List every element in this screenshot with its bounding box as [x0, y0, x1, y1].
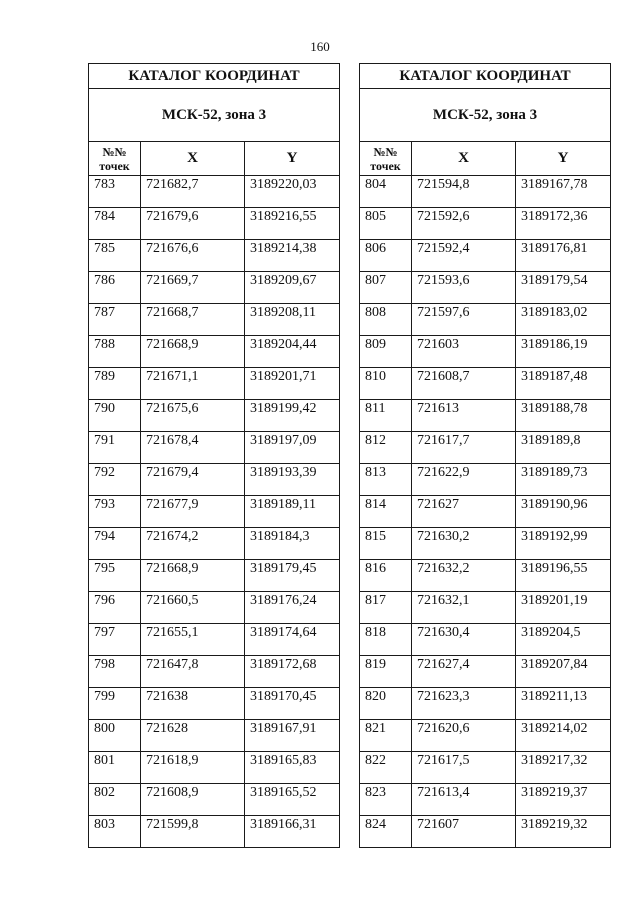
x-coordinate-cell: 721628	[141, 720, 245, 752]
point-number-cell: 792	[89, 464, 141, 496]
y-coordinate-cell: 3189214,02	[516, 720, 611, 752]
y-coordinate-cell: 3189190,96	[516, 496, 611, 528]
point-number-cell: 822	[360, 752, 412, 784]
y-coordinate-cell: 3189183,02	[516, 304, 611, 336]
x-coordinate-cell: 721630,4	[412, 624, 516, 656]
catalog-title: КАТАЛОГ КООРДИНАТ	[89, 64, 340, 89]
point-number-cell: 789	[89, 368, 141, 400]
coordinate-catalog-table-right	[359, 63, 611, 848]
table-row	[89, 240, 340, 272]
point-number-cell: 815	[360, 528, 412, 560]
x-coordinate-cell: 721655,1	[141, 624, 245, 656]
y-coordinate-cell: 3189211,13	[516, 688, 611, 720]
y-coordinate-cell: 3189176,24	[245, 592, 340, 624]
x-coordinate-cell: 721597,6	[412, 304, 516, 336]
y-coordinate-cell: 3189197,09	[245, 432, 340, 464]
x-coordinate-cell: 721632,2	[412, 560, 516, 592]
y-coordinate-cell: 3189166,31	[245, 816, 340, 848]
point-number-cell: 793	[89, 496, 141, 528]
x-coordinate-cell: 721627,4	[412, 656, 516, 688]
point-number-cell: 809	[360, 336, 412, 368]
x-coordinate-cell: 721668,7	[141, 304, 245, 336]
table-row	[89, 496, 340, 528]
point-number-cell: 812	[360, 432, 412, 464]
table-row	[360, 784, 611, 816]
table-row	[360, 240, 611, 272]
table-row	[360, 656, 611, 688]
table-row	[360, 528, 611, 560]
x-coordinate-cell: 721675,6	[141, 400, 245, 432]
point-number-header-line2: точек	[370, 159, 401, 173]
x-coordinate-cell: 721632,1	[412, 592, 516, 624]
y-coordinate-cell: 3189199,42	[245, 400, 340, 432]
y-coordinate-cell: 3189208,11	[245, 304, 340, 336]
y-coordinate-cell: 3189189,8	[516, 432, 611, 464]
table-row	[89, 656, 340, 688]
point-number-cell: 803	[89, 816, 141, 848]
point-number-cell: 786	[89, 272, 141, 304]
y-coordinate-cell: 3189179,45	[245, 560, 340, 592]
table-row	[89, 368, 340, 400]
x-column-header: X	[141, 142, 245, 176]
coordinate-rows	[360, 176, 611, 848]
point-number-cell: 807	[360, 272, 412, 304]
x-coordinate-cell: 721647,8	[141, 656, 245, 688]
x-coordinate-cell: 721674,2	[141, 528, 245, 560]
table-row	[360, 176, 611, 208]
point-number-cell: 820	[360, 688, 412, 720]
point-number-cell: 801	[89, 752, 141, 784]
x-coordinate-cell: 721679,6	[141, 208, 245, 240]
table-row	[360, 496, 611, 528]
table-row	[89, 816, 340, 848]
point-number-cell: 797	[89, 624, 141, 656]
table-row	[360, 752, 611, 784]
point-number-cell: 783	[89, 176, 141, 208]
x-coordinate-cell: 721603	[412, 336, 516, 368]
y-coordinate-cell: 3189220,03	[245, 176, 340, 208]
x-coordinate-cell: 721668,9	[141, 560, 245, 592]
y-coordinate-cell: 3189167,91	[245, 720, 340, 752]
catalog-title: КАТАЛОГ КООРДИНАТ	[360, 64, 611, 89]
y-coordinate-cell: 3189184,3	[245, 528, 340, 560]
x-coordinate-cell: 721618,9	[141, 752, 245, 784]
point-number-cell: 790	[89, 400, 141, 432]
x-coordinate-cell: 721594,8	[412, 176, 516, 208]
page-number: 160	[310, 39, 330, 54]
x-coordinate-cell: 721668,9	[141, 336, 245, 368]
x-coordinate-cell: 721593,6	[412, 272, 516, 304]
x-coordinate-cell: 721679,4	[141, 464, 245, 496]
y-coordinate-cell: 3189219,37	[516, 784, 611, 816]
point-number-header	[89, 142, 141, 176]
y-coordinate-cell: 3189214,38	[245, 240, 340, 272]
point-number-cell: 816	[360, 560, 412, 592]
point-number-cell: 805	[360, 208, 412, 240]
y-coordinate-cell: 3189179,54	[516, 272, 611, 304]
y-column-header: Y	[516, 142, 611, 176]
y-coordinate-cell: 3189192,99	[516, 528, 611, 560]
x-coordinate-cell: 721608,9	[141, 784, 245, 816]
x-coordinate-cell: 721613,4	[412, 784, 516, 816]
x-coordinate-cell: 721620,6	[412, 720, 516, 752]
y-coordinate-cell: 3189201,71	[245, 368, 340, 400]
point-number-cell: 824	[360, 816, 412, 848]
coordinate-system-subtitle: МСК-52, зона 3	[89, 89, 340, 142]
x-coordinate-cell: 721677,9	[141, 496, 245, 528]
point-number-header	[360, 142, 412, 176]
x-coordinate-cell: 721608,7	[412, 368, 516, 400]
y-coordinate-cell: 3189193,39	[245, 464, 340, 496]
point-number-cell: 787	[89, 304, 141, 336]
point-number-cell: 813	[360, 464, 412, 496]
point-number-cell: 796	[89, 592, 141, 624]
table-row	[360, 304, 611, 336]
y-column-header: Y	[245, 142, 340, 176]
x-coordinate-cell: 721592,6	[412, 208, 516, 240]
table-row	[360, 720, 611, 752]
table-row	[360, 336, 611, 368]
point-number-cell: 785	[89, 240, 141, 272]
x-coordinate-cell: 721678,4	[141, 432, 245, 464]
x-coordinate-cell: 721613	[412, 400, 516, 432]
y-coordinate-cell: 3189201,19	[516, 592, 611, 624]
x-coordinate-cell: 721592,4	[412, 240, 516, 272]
x-coordinate-cell: 721671,1	[141, 368, 245, 400]
x-coordinate-cell: 721599,8	[141, 816, 245, 848]
x-coordinate-cell: 721623,3	[412, 688, 516, 720]
y-coordinate-cell: 3189186,19	[516, 336, 611, 368]
y-coordinate-cell: 3189216,55	[245, 208, 340, 240]
table-row	[360, 560, 611, 592]
point-number-cell: 814	[360, 496, 412, 528]
table-row	[89, 304, 340, 336]
table-row	[360, 400, 611, 432]
y-coordinate-cell: 3189189,11	[245, 496, 340, 528]
table-row	[89, 752, 340, 784]
point-number-cell: 798	[89, 656, 141, 688]
table-row	[360, 432, 611, 464]
y-coordinate-cell: 3189165,52	[245, 784, 340, 816]
table-row	[89, 528, 340, 560]
coordinate-rows	[89, 176, 340, 848]
table-row	[360, 368, 611, 400]
y-coordinate-cell: 3189209,67	[245, 272, 340, 304]
table-row	[89, 176, 340, 208]
table-row	[89, 336, 340, 368]
y-coordinate-cell: 3189170,45	[245, 688, 340, 720]
x-coordinate-cell: 721627	[412, 496, 516, 528]
x-column-header: X	[412, 142, 516, 176]
y-coordinate-cell: 3189174,64	[245, 624, 340, 656]
table-row	[360, 464, 611, 496]
point-number-header-line2: точек	[99, 159, 130, 173]
point-number-cell: 784	[89, 208, 141, 240]
y-coordinate-cell: 3189189,73	[516, 464, 611, 496]
table-row	[360, 688, 611, 720]
coordinate-catalog-table-left	[88, 63, 340, 848]
table-row	[360, 592, 611, 624]
y-coordinate-cell: 3189172,36	[516, 208, 611, 240]
y-coordinate-cell: 3189196,55	[516, 560, 611, 592]
table-row	[89, 688, 340, 720]
y-coordinate-cell: 3189176,81	[516, 240, 611, 272]
y-coordinate-cell: 3189204,5	[516, 624, 611, 656]
point-number-cell: 804	[360, 176, 412, 208]
y-coordinate-cell: 3189204,44	[245, 336, 340, 368]
y-coordinate-cell: 3189207,84	[516, 656, 611, 688]
point-number-header-line1: №№	[373, 145, 398, 159]
x-coordinate-cell: 721617,7	[412, 432, 516, 464]
point-number-cell: 794	[89, 528, 141, 560]
point-number-cell: 788	[89, 336, 141, 368]
point-number-cell: 821	[360, 720, 412, 752]
coordinate-system-subtitle: МСК-52, зона 3	[360, 89, 611, 142]
point-number-cell: 791	[89, 432, 141, 464]
x-coordinate-cell: 721676,6	[141, 240, 245, 272]
table-row	[89, 208, 340, 240]
x-coordinate-cell: 721660,5	[141, 592, 245, 624]
point-number-cell: 823	[360, 784, 412, 816]
x-coordinate-cell: 721630,2	[412, 528, 516, 560]
point-number-cell: 808	[360, 304, 412, 336]
point-number-cell: 811	[360, 400, 412, 432]
table-row	[360, 816, 611, 848]
table-row	[89, 592, 340, 624]
table-row	[360, 272, 611, 304]
point-number-cell: 800	[89, 720, 141, 752]
y-coordinate-cell: 3189172,68	[245, 656, 340, 688]
point-number-cell: 819	[360, 656, 412, 688]
point-number-cell: 802	[89, 784, 141, 816]
y-coordinate-cell: 3189165,83	[245, 752, 340, 784]
x-coordinate-cell: 721669,7	[141, 272, 245, 304]
table-row	[89, 720, 340, 752]
table-row	[89, 784, 340, 816]
table-row	[89, 272, 340, 304]
y-coordinate-cell: 3189217,32	[516, 752, 611, 784]
x-coordinate-cell: 721622,9	[412, 464, 516, 496]
x-coordinate-cell: 721638	[141, 688, 245, 720]
x-coordinate-cell: 721682,7	[141, 176, 245, 208]
x-coordinate-cell: 721607	[412, 816, 516, 848]
table-row	[360, 208, 611, 240]
table-row	[89, 432, 340, 464]
y-coordinate-cell: 3189187,48	[516, 368, 611, 400]
table-row	[89, 464, 340, 496]
y-coordinate-cell: 3189167,78	[516, 176, 611, 208]
x-coordinate-cell: 721617,5	[412, 752, 516, 784]
point-number-cell: 817	[360, 592, 412, 624]
y-coordinate-cell: 3189219,32	[516, 816, 611, 848]
table-row	[89, 400, 340, 432]
y-coordinate-cell: 3189188,78	[516, 400, 611, 432]
point-number-cell: 799	[89, 688, 141, 720]
point-number-cell: 806	[360, 240, 412, 272]
point-number-cell: 810	[360, 368, 412, 400]
table-row	[89, 624, 340, 656]
table-row	[360, 624, 611, 656]
point-number-header-line1: №№	[102, 145, 127, 159]
point-number-cell: 795	[89, 560, 141, 592]
table-row	[89, 560, 340, 592]
point-number-cell: 818	[360, 624, 412, 656]
